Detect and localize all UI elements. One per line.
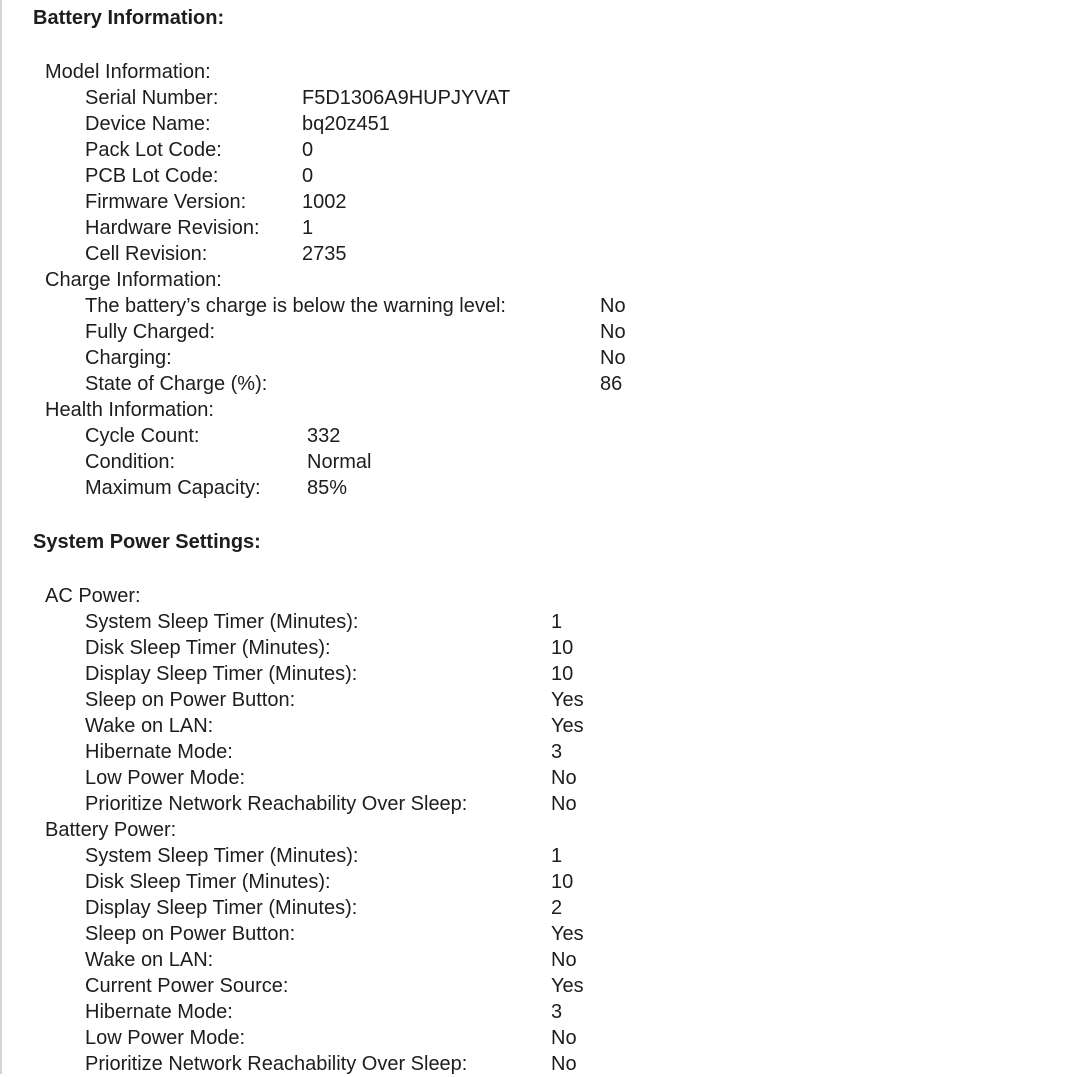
row-label: Hibernate Mode:: [85, 1001, 233, 1023]
row-label: PCB Lot Code:: [85, 165, 219, 187]
row-value: 332: [307, 425, 341, 447]
row-value: No: [600, 347, 626, 369]
row-value: 1: [302, 217, 314, 239]
row-label: The battery’s charge is below the warning level:: [85, 295, 506, 317]
row-label: State of Charge (%):: [85, 373, 268, 395]
row-value: No: [600, 295, 626, 317]
row-label: Low Power Mode:: [85, 1027, 246, 1049]
row-value: Yes: [551, 715, 584, 737]
row-value: 1: [551, 845, 563, 867]
row-value: 10: [551, 871, 574, 893]
row-value: 10: [551, 663, 574, 685]
row-label: Cell Revision:: [85, 243, 208, 265]
group-label-charge-information: Charge Information:: [45, 269, 222, 291]
row-label: System Sleep Timer (Minutes):: [85, 845, 359, 867]
row-label: Hardware Revision:: [85, 217, 260, 239]
row-label: Sleep on Power Button:: [85, 689, 296, 711]
row-value: Yes: [551, 689, 584, 711]
row-value: bq20z451: [302, 113, 390, 135]
row-label: Cycle Count:: [85, 425, 200, 447]
group-label-ac-power: AC Power:: [45, 585, 141, 607]
row-value: No: [551, 949, 577, 971]
row-value: 10: [551, 637, 574, 659]
row-value: No: [551, 767, 577, 789]
group-label-model-information: Model Information:: [45, 61, 211, 83]
row-label: Disk Sleep Timer (Minutes):: [85, 871, 331, 893]
row-label: Prioritize Network Reachability Over Sleep:: [85, 793, 468, 815]
group-label-health-information: Health Information:: [45, 399, 214, 421]
pane-left-border: [0, 0, 2, 1074]
row-value: 3: [551, 741, 563, 763]
row-label: Display Sleep Timer (Minutes):: [85, 897, 358, 919]
row-label: Serial Number:: [85, 87, 219, 109]
row-label: Hibernate Mode:: [85, 741, 233, 763]
section-title-battery-information: Battery Information:: [33, 7, 225, 29]
row-label: Firmware Version:: [85, 191, 247, 213]
row-value: 2: [551, 897, 563, 919]
row-value: No: [551, 1053, 577, 1075]
row-label: Maximum Capacity:: [85, 477, 261, 499]
row-label: Charging:: [85, 347, 172, 369]
row-label: Condition:: [85, 451, 176, 473]
row-value: Yes: [551, 923, 584, 945]
row-label: Low Power Mode:: [85, 767, 246, 789]
row-value: 1002: [302, 191, 347, 213]
section-title-system-power-settings: System Power Settings:: [33, 531, 261, 553]
group-label-battery-power: Battery Power:: [45, 819, 177, 841]
row-label: System Sleep Timer (Minutes):: [85, 611, 359, 633]
row-label: Pack Lot Code:: [85, 139, 222, 161]
row-label: Disk Sleep Timer (Minutes):: [85, 637, 331, 659]
row-value: F5D1306A9HUPJYVAT: [302, 87, 511, 109]
row-value: 2735: [302, 243, 347, 265]
row-value: 0: [302, 139, 314, 161]
row-value: 85%: [307, 477, 348, 499]
row-value: 0: [302, 165, 314, 187]
row-label: Current Power Source:: [85, 975, 289, 997]
row-value: 3: [551, 1001, 563, 1023]
row-label: Wake on LAN:: [85, 949, 214, 971]
row-value: Yes: [551, 975, 584, 997]
row-label: Sleep on Power Button:: [85, 923, 296, 945]
row-label: Wake on LAN:: [85, 715, 214, 737]
row-label: Prioritize Network Reachability Over Sleep:: [85, 1053, 468, 1075]
row-value: 1: [551, 611, 563, 633]
row-label: Fully Charged:: [85, 321, 216, 343]
row-label: Device Name:: [85, 113, 211, 135]
row-value: No: [551, 793, 577, 815]
row-value: Normal: [307, 451, 372, 473]
row-label: Display Sleep Timer (Minutes):: [85, 663, 358, 685]
row-value: No: [551, 1027, 577, 1049]
row-value: 86: [600, 373, 623, 395]
row-value: No: [600, 321, 626, 343]
